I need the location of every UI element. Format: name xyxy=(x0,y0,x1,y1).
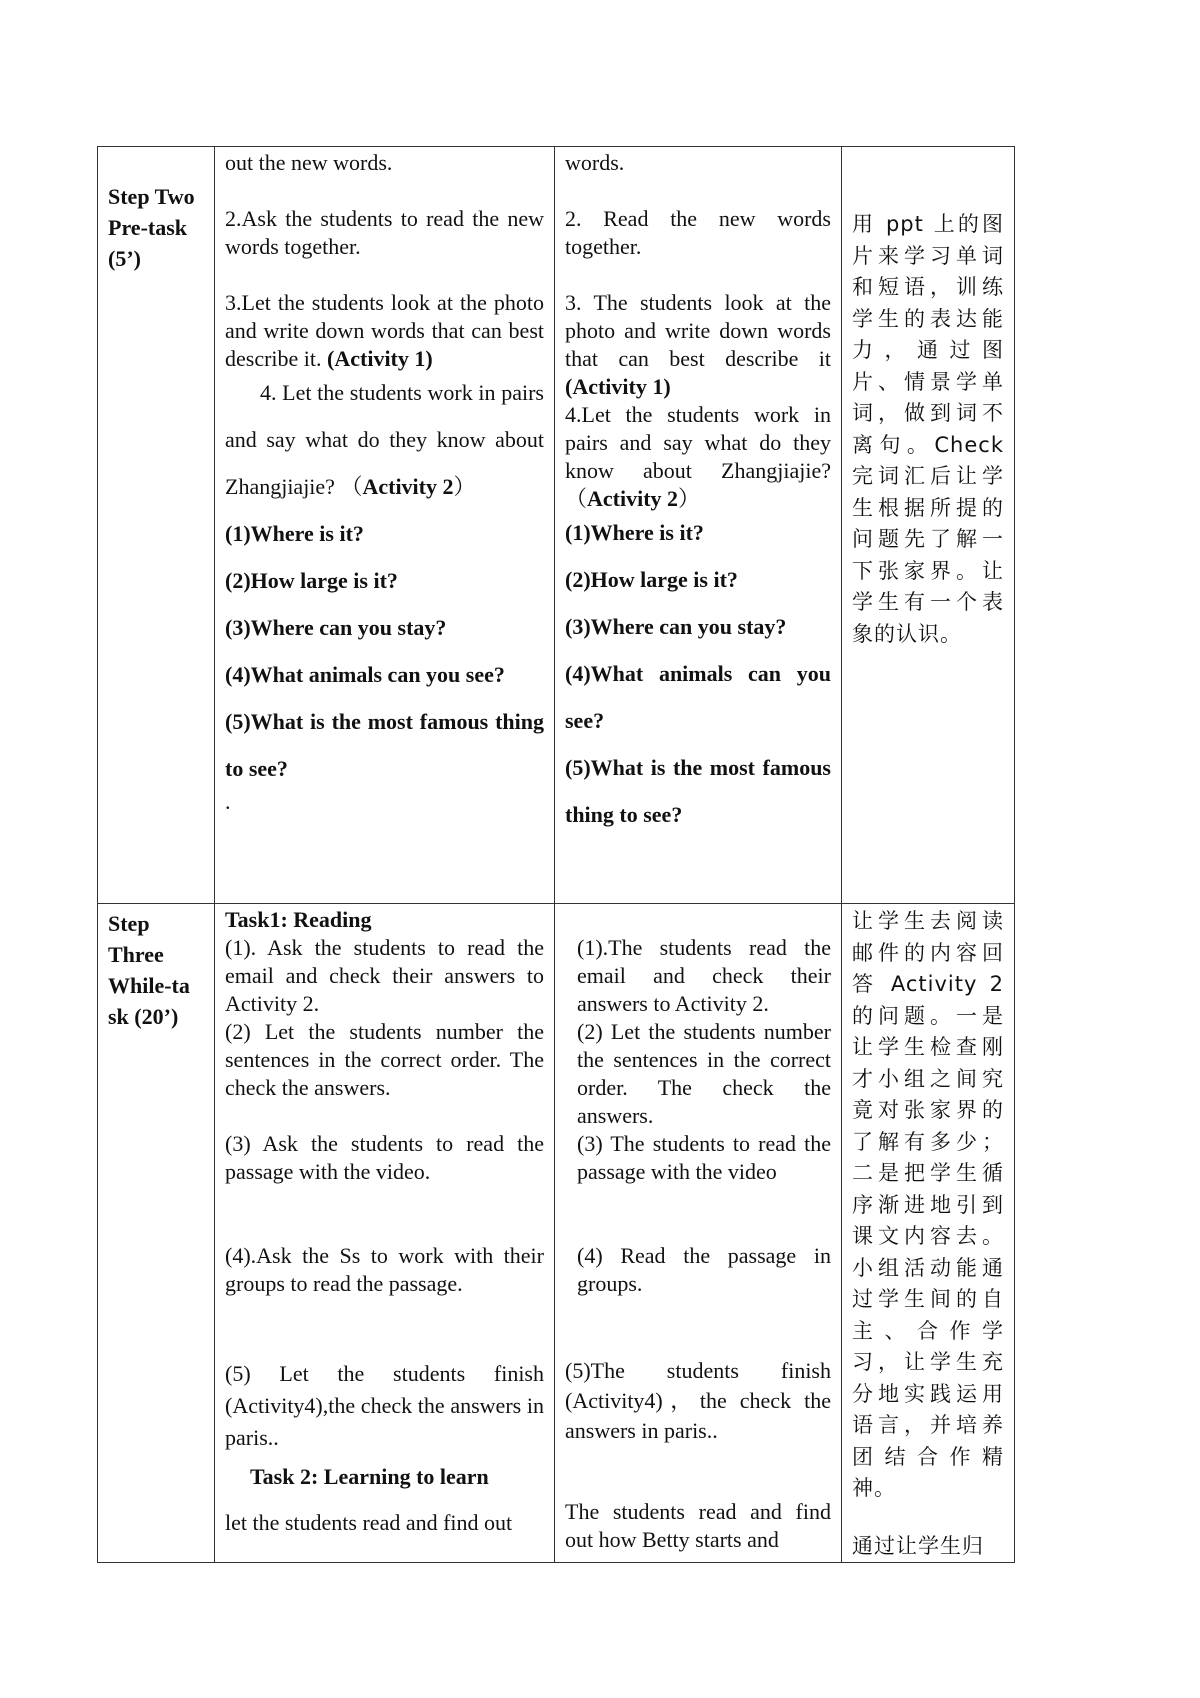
step-label: Three xyxy=(108,942,164,967)
paragraph: 2.Ask the students to read the new words together. xyxy=(225,206,544,259)
question-list xyxy=(565,509,831,838)
question: (2)How large is it? xyxy=(225,568,398,593)
activity-tag-close: ） xyxy=(453,474,476,499)
activity-tag: (Activity 1) xyxy=(565,374,671,399)
purpose-cell xyxy=(842,147,1015,904)
activity-tag-close: ） xyxy=(678,486,701,511)
paragraph: (2) Let the students number the sentences in the correct order. The check the answers. xyxy=(225,1019,544,1100)
paragraph: (4).Ask the Ss to work with their groups to read the passage. xyxy=(225,1243,544,1296)
paragraph-text: 4. Let the students work in pairs and say what do they know about Zhangjiajie? xyxy=(225,380,544,499)
question: (1)Where is it? xyxy=(225,521,364,546)
step-label: Step xyxy=(108,911,150,936)
lesson-plan-table xyxy=(97,146,1015,1563)
step-label: While-ta xyxy=(108,973,190,998)
purpose-text: 用 ppt 上的图片来学习单词和短语，训练学生的表达能力，通过图片、情景学单词，做到词不离句。Check 完词汇后让学生根据所提的问题先了解一下张家界。让学生有一个表象的认识。 xyxy=(852,212,1004,646)
step-label: sk (20’) xyxy=(108,1004,179,1029)
paragraph: (5)The students finish (Activity4)，the check the answers in paris.. xyxy=(565,1358,831,1443)
step-label: (5’) xyxy=(108,246,141,271)
paragraph: (5) Let the students finish (Activity4),the check the answers in paris.. xyxy=(225,1361,544,1450)
text-line: words. xyxy=(565,150,625,175)
paragraph-text: 4.Let the students work in pairs and say what do they know about Zhangjiajie? xyxy=(565,402,831,483)
question: (2)How large is it? xyxy=(565,567,738,592)
activity-tag: Activity 2 xyxy=(362,474,454,499)
paragraph xyxy=(225,289,544,373)
table-row xyxy=(98,904,1015,1563)
activity-tag-open: （ xyxy=(565,486,588,511)
student-activity-cell xyxy=(555,147,842,904)
paragraph: (2) Let the students number the sentences in the correct order. The check the answers. xyxy=(577,1019,831,1128)
question: (5)What is the most famous thing to see? xyxy=(225,709,544,781)
table-row xyxy=(98,147,1015,904)
paragraph: 2. Read the new words together. xyxy=(565,206,831,259)
question-list xyxy=(225,510,544,792)
paragraph: (3) The students to read the passage with the video xyxy=(577,1131,831,1184)
question: (3)Where can you stay? xyxy=(565,614,787,639)
paragraph: let the students read and find out xyxy=(225,1510,513,1535)
teacher-activity-cell xyxy=(215,904,555,1563)
student-activity-cell xyxy=(555,904,842,1563)
paragraph-text: 3. The students look at the photo and write down words that can best describe it xyxy=(565,290,831,371)
paragraph-text: 3.Let the students look at the photo and write down words that can best describe it. xyxy=(225,290,544,371)
question: (4)What animals can you see? xyxy=(565,661,831,733)
purpose-text: 让学生去阅读邮件的内容回答 Activity 2 的问题。一是让学生检查刚才小组之间究竟对张家界的了解有多少；二是把学生循序渐进地引到课文内容去。小组活动能通过学生间的自主、合作学习，让学生充分地实践运用语言，并培养团结合作精神。 xyxy=(852,909,1004,1500)
paragraph: The students read and find out how Betty starts and xyxy=(565,1499,831,1552)
question: (1)Where is it? xyxy=(565,520,704,545)
step-label: Pre-task xyxy=(108,215,188,240)
paragraph: (4) Read the passage in groups. xyxy=(577,1243,831,1296)
text-line: out the new words. xyxy=(225,150,393,175)
activity-tag: (Activity 1) xyxy=(327,346,433,371)
paragraph: (1). Ask the students to read the email and check their answers to Activity 2. xyxy=(225,935,544,1016)
purpose-text: 通过让学生归 xyxy=(852,1533,984,1558)
question: (3)Where can you stay? xyxy=(225,615,447,640)
activity-tag-open: （ xyxy=(340,474,363,499)
task-heading: Task1: Reading xyxy=(225,907,372,932)
paragraph xyxy=(565,401,831,513)
question: (4)What animals can you see? xyxy=(225,662,505,687)
step-cell xyxy=(98,904,215,1563)
purpose-cell xyxy=(842,904,1015,1563)
task-heading: Task 2: Learning to learn xyxy=(250,1464,489,1489)
question: (5)What is the most famous thing to see? xyxy=(565,755,831,827)
trailing-mark: . xyxy=(225,789,231,814)
teacher-activity-cell xyxy=(215,147,555,904)
paragraph xyxy=(225,369,544,510)
step-cell xyxy=(98,147,215,904)
step-label: Step Two xyxy=(108,184,195,209)
paragraph xyxy=(565,289,831,401)
activity-tag: Activity 2 xyxy=(587,486,679,511)
paragraph: (3) Ask the students to read the passage with the video. xyxy=(225,1131,544,1184)
paragraph: (1).The students read the email and check their answers to Activity 2. xyxy=(577,935,831,1016)
